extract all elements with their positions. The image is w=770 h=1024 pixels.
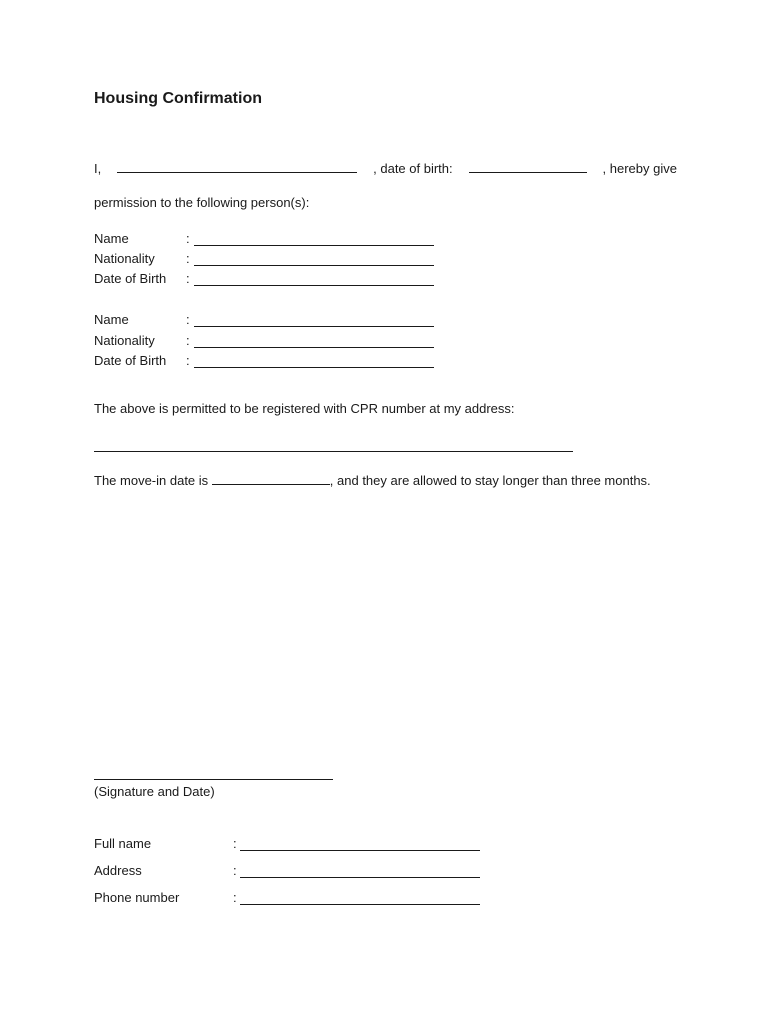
person-2-name-blank[interactable] — [194, 326, 434, 327]
owner-phone-blank[interactable] — [240, 904, 480, 905]
signature-label: (Signature and Date) — [94, 784, 215, 799]
field-label: Nationality — [94, 333, 155, 348]
field-colon: : — [186, 353, 190, 368]
person-1-name-blank[interactable] — [194, 245, 434, 246]
signature-blank[interactable] — [94, 779, 333, 780]
declarant-name-blank[interactable] — [117, 159, 357, 173]
owner-address-blank[interactable] — [240, 877, 480, 878]
field-colon: : — [233, 890, 237, 905]
field-label: Nationality — [94, 251, 155, 266]
field-colon: : — [233, 863, 237, 878]
movein-prefix: The move-in date is — [94, 473, 209, 488]
movein-date-blank[interactable] — [212, 471, 330, 485]
field-label: Phone number — [94, 890, 180, 905]
person-2-dob-blank[interactable] — [194, 367, 434, 368]
field-label: Date of Birth — [94, 271, 167, 286]
cpr-statement: The above is permitted to be registered with CPR number at my address: — [94, 401, 515, 416]
document-title: Housing Confirmation — [94, 90, 262, 107]
intro-line — [94, 159, 677, 176]
field-colon: : — [186, 333, 190, 348]
address-blank[interactable] — [94, 451, 573, 452]
intro-prefix: I, — [94, 161, 102, 176]
intro-suffix: , hereby give — [602, 161, 677, 176]
field-label: Name — [94, 312, 129, 327]
movein-suffix: , and they are allowed to stay longer than three months. — [329, 473, 651, 488]
field-colon: : — [186, 251, 190, 266]
field-colon: : — [233, 836, 237, 851]
owner-full-name-blank[interactable] — [240, 850, 480, 851]
person-1-nationality-blank[interactable] — [194, 265, 434, 266]
field-colon: : — [186, 271, 190, 286]
field-label: Address — [94, 863, 142, 878]
field-label: Name — [94, 231, 129, 246]
person-2-nationality-blank[interactable] — [194, 347, 434, 348]
declarant-dob-blank[interactable] — [469, 159, 587, 173]
intro-continuation: permission to the following person(s): — [94, 195, 310, 210]
field-label: Date of Birth — [94, 353, 167, 368]
intro-dob-label: , date of birth: — [373, 161, 453, 176]
person-1-dob-blank[interactable] — [194, 285, 434, 286]
field-colon: : — [186, 312, 190, 327]
field-label: Full name — [94, 836, 152, 851]
field-colon: : — [186, 231, 190, 246]
movein-line — [94, 471, 651, 489]
